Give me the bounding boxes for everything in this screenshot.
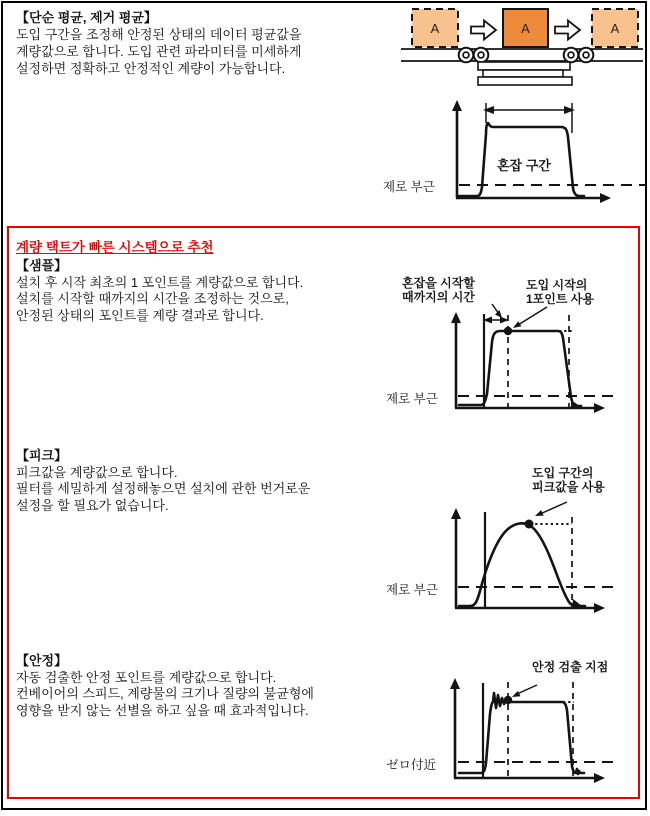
text-line: 필터를 세밀하게 설정해놓으면 설치에 관한 번거로운: [16, 481, 311, 496]
label-line: 피크값을 사용: [532, 479, 605, 494]
text-line: 설정을 할 필요가 없습니다.: [16, 497, 169, 513]
span-arrow: [483, 103, 575, 133]
y-axis: [451, 508, 461, 608]
stable-point-dot: [504, 696, 512, 704]
stable-heading: 【안정】: [16, 653, 68, 668]
svg-text:A: A: [430, 21, 440, 36]
text-line: 영향을 받지 않는 선별을 하고 싶을 때 효과적입니다.: [16, 702, 309, 718]
recommend-title: 계량 택트가 빠른 시스템으로 추천: [16, 240, 214, 255]
zero-label: 제로 부근: [386, 583, 438, 597]
sample-block: [16, 258, 303, 324]
y-axis: [450, 678, 460, 778]
text-line: 피크값을 계량값으로 합니다.: [16, 464, 178, 480]
peak-label: [532, 467, 605, 494]
flow-arrow-icon: [471, 21, 496, 40]
flow-arrow-icon: [555, 21, 580, 40]
y-axis: [451, 312, 461, 408]
text-line: 설치를 시작할 때까지의 시간을 조정하는 것으로,: [16, 291, 289, 306]
sample-heading: 【샘플】: [16, 258, 68, 273]
label-line: 때까지의 시간: [402, 289, 475, 304]
peak-block: [16, 448, 310, 514]
weight-waveform: [459, 331, 581, 406]
peak-label-arrow: [535, 502, 567, 516]
stable-label: 안정 검출 지점: [532, 660, 609, 674]
scale-platform: [478, 62, 572, 85]
y-axis: [452, 100, 462, 198]
svg-text:A: A: [610, 21, 620, 36]
text-line: 설정하면 정확하고 안정적인 계량이 가능합니다.: [16, 61, 286, 76]
stable-label-arrow: [512, 685, 537, 697]
product-box-center: [503, 9, 548, 47]
peak-point-dot: [525, 520, 534, 529]
time-label: [402, 277, 475, 304]
text-line: 컨베이어의 스피드, 계량물의 크기나 질량의 불균형에: [16, 686, 314, 701]
label-line: 도입 구간의: [532, 466, 594, 480]
x-axis: [455, 603, 605, 613]
text-line: 자동 검출한 안정 포인트를 계량값으로 합니다.: [16, 669, 277, 685]
intro-heading: 【단순 평균, 제거 평균】: [16, 10, 157, 25]
point-label-arrow: [513, 307, 547, 328]
x-axis: [454, 773, 605, 783]
product-box-right: [592, 9, 638, 47]
time-span-arrow: [483, 317, 509, 324]
text-line: 안정된 상태의 포인트를 계량 결과로 합니다.: [16, 307, 264, 323]
point-label: [526, 279, 594, 306]
zero-label: 제로 부근: [386, 392, 438, 406]
band-label: 혼잡 구간: [497, 158, 551, 173]
zero-label: 제로 부근: [383, 180, 435, 194]
weight-waveform: [459, 523, 585, 606]
text-line: 계량값으로 합니다. 도입 관련 파라미터를 미세하게: [16, 44, 302, 59]
product-box-left: [412, 9, 458, 47]
conveyor-diagram: [393, 4, 645, 92]
time-label-arrow: [492, 304, 502, 318]
peak-heading: 【피크】: [16, 448, 68, 463]
intro-block: [16, 9, 301, 77]
text-line: 도입 구간을 조정해 안정된 상태의 데이터 평균값을: [16, 27, 302, 42]
stable-block: [16, 653, 314, 719]
text-line: 설치 후 시작 최초의 1 포인트를 계량값으로 합니다.: [16, 274, 304, 290]
label-line: 도입 시작의: [526, 278, 588, 292]
measure-point-dot: [504, 327, 512, 335]
svg-text:A: A: [521, 21, 530, 36]
label-line: 혼잡을 시작할: [402, 276, 475, 290]
label-line: 1포인트 사용: [526, 291, 594, 306]
zero-label: ゼロ付近: [386, 758, 437, 772]
